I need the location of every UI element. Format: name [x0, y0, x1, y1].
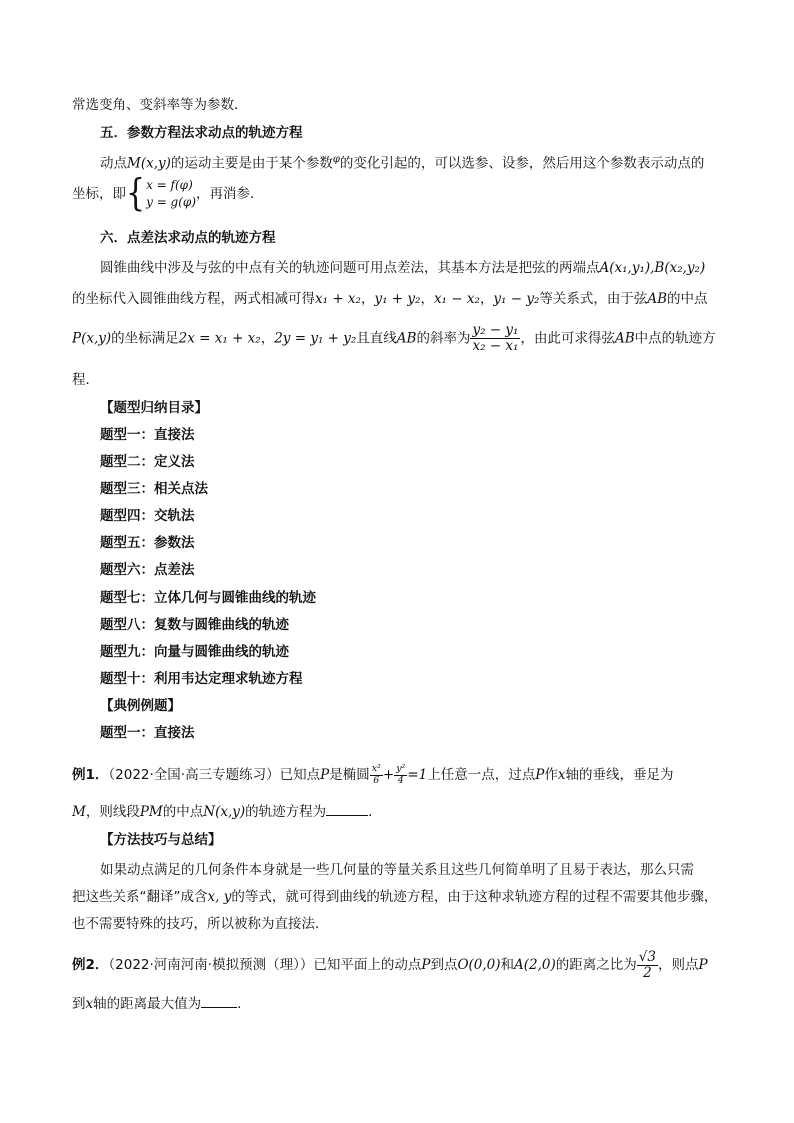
parametric-system: x = f(φ) y = g(φ) [146, 178, 197, 209]
example2-line2: 到x轴的距离最大值为 . [72, 996, 242, 1012]
catalog-title: 【题型归纳目录】 [100, 400, 208, 416]
list-item: 题型七：立体几何与圆锥曲线的轨迹 [100, 590, 316, 606]
method-line2: 把这些关系“翻译”成含x, y的等式，就可得到曲线的轨迹方程，由于这种求轨迹方程的过程不需要其他步骤， [72, 889, 718, 905]
examples-title: 【典例例题】 [100, 698, 181, 714]
list-item: 题型五：参数法 [100, 535, 195, 551]
answer-blank[interactable] [326, 802, 368, 816]
ellipse-fraction-y: $\frac{\text{y²}}{4}$ [396, 763, 406, 786]
example1-line1: 例1．（2022·全国·高三专题练习）已知点P是椭圆 $\frac{\text{x²}}{6}$ + $\frac{\text{y²}}{4}$ =1上任意一点，过点P作x轴的垂线，垂足为 [72, 763, 674, 786]
example2-line1: 例2．（2022·河南河南·模拟预测（理））已知平面上的动点P到点O(0,0)和A(2,0)的距离之比为 $\frac{√3}{2}$ ，则点P [72, 948, 708, 981]
example1-line2: M，则线段PM的中点N(x,y)的轨迹方程为 ． [72, 804, 382, 820]
section6-paragraph-line4: 程． [72, 372, 99, 388]
method-title: 【方法技巧与总结】 [100, 832, 222, 848]
ellipse-fraction-x: $\frac{\text{x²}}{6}$ [371, 763, 381, 786]
list-item: 题型一：直接法 [100, 427, 195, 443]
section6-paragraph-line1: 圆锥曲线中涉及与弦的中点有关的轨迹问题可用点差法，其基本方法是把弦的两端点A(x₁,y₁),B(x₂,y₂) [100, 260, 706, 276]
examples-type-heading: 题型一：直接法 [100, 725, 195, 741]
method-line1: 如果动点满足的几何条件本身就是一些几何量的等量关系且这些几何简单明了且易于表达，那么只需 [100, 862, 694, 878]
list-item: 题型四：交轨法 [100, 508, 195, 524]
slope-fraction: $\frac{\text{y₂ − y₁}}{\text{x₂ − x₁}}$ [472, 322, 519, 354]
section5-paragraph-line2: 坐标，即{ x = f(φ) y = g(φ) ，再消参. [72, 171, 255, 216]
section-heading-5: 五．参数方程法求动点的轨迹方程 [100, 125, 303, 141]
list-item: 题型三：相关点法 [100, 481, 208, 497]
section6-paragraph-line3: P(x,y)的坐标满足2x = x₁ + x₂，2y = y₁ + y₂且直线AB的斜率为 $\frac{\text{y₂ − y₁}}{\text{x₂ − x₁}}$ ，由此可求得弦AB中点的轨迹方 [72, 322, 716, 354]
section5-paragraph-line1: 动点M(x,y)的运动主要是由于某个参数$^\varphi$的变化引起的，可以选参、设参，然后用这个参数表示动点的 [100, 154, 705, 172]
intro-line: 常选变角、变斜率等为参数． [72, 97, 248, 113]
ratio-fraction: $\frac{√3}{2}$ [638, 948, 656, 981]
list-item: 题型九：向量与圆锥曲线的轨迹 [100, 644, 289, 660]
list-item: 题型六：点差法 [100, 562, 195, 578]
section6-paragraph-line2: 的坐标代入圆锥曲线方程，两式相减可得x₁ + x₂，y₁ + y₂，x₁ − x₂，y₁ − y₂等关系式，由于弦AB的中点 [72, 291, 708, 307]
list-item: 题型二：定义法 [100, 454, 195, 470]
list-item: 题型十：利用韦达定理求轨迹方程 [100, 671, 303, 687]
answer-blank[interactable] [201, 994, 237, 1008]
brace-symbol: { [126, 171, 146, 216]
method-line3: 也不需要特殊的技巧，所以被称为直接法． [72, 916, 329, 932]
list-item: 题型八：复数与圆锥曲线的轨迹 [100, 617, 289, 633]
section-heading-6: 六．点差法求动点的轨迹方程 [100, 230, 276, 246]
